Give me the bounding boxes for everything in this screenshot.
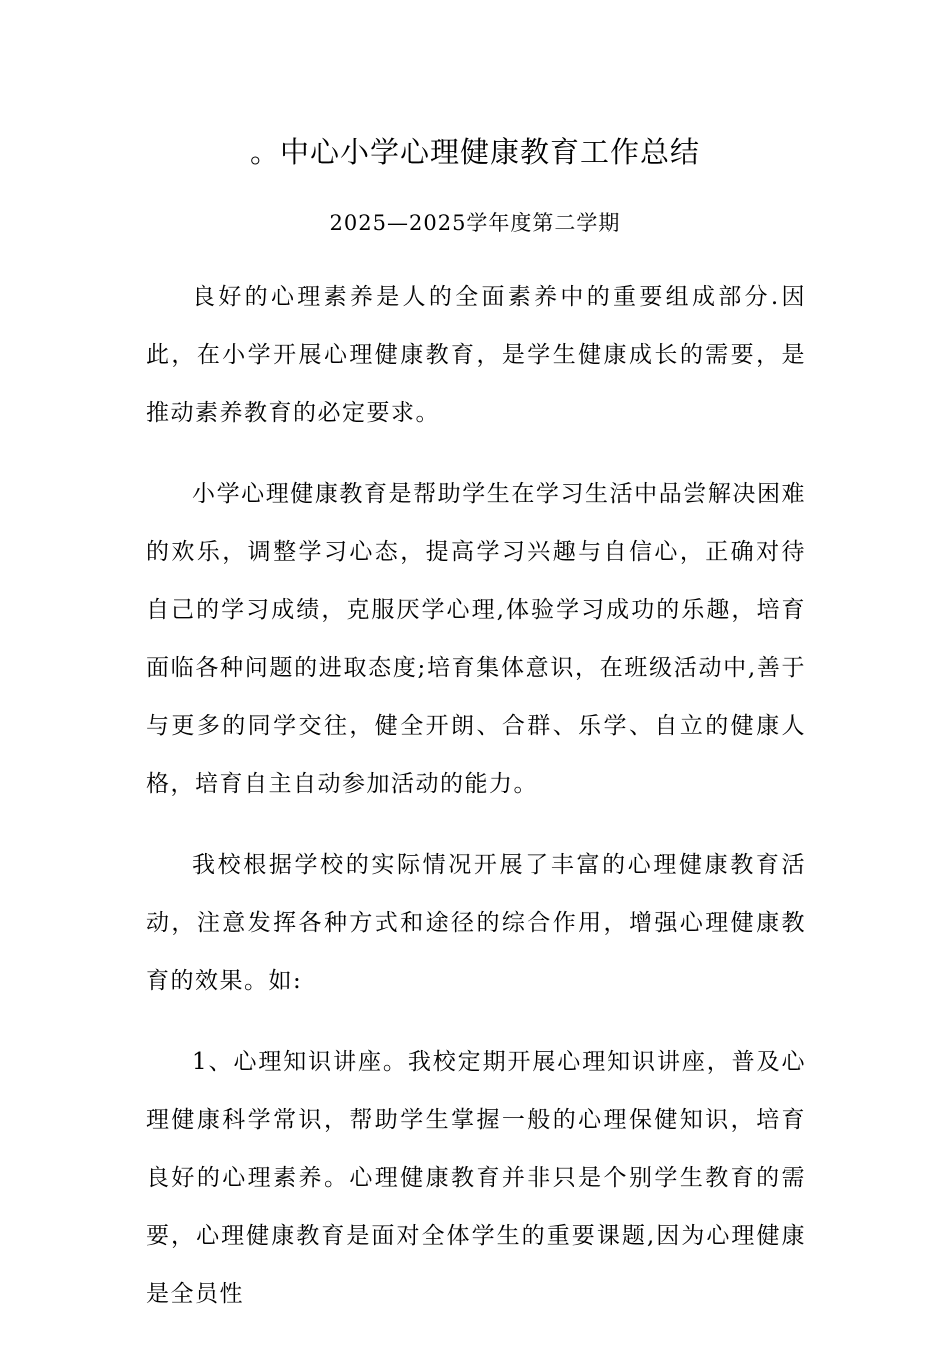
document-subtitle: 2025—2025学年度第二学期 [329, 211, 621, 235]
document-body [146, 268, 806, 1346]
paragraph-goals: 小学心理健康教育是帮助学生在学习生活中品尝解决困难的欢乐，调整学习心态，提高学习兴趣与自信心，正确对待自己的学习成绩，克服厌学心理,体验学习成功的乐趣，培育面临各种问题的进取态度;培育集体意识，在班级活动中,善于与更多的同学交往，健全开朗、合群、乐学、自立的健康人格，培育自主自动参加活动的能力。 [146, 481, 806, 797]
paragraph-activities: 我校根据学校的实际情况开展了丰富的心理健康教育活动，注意发挥各种方式和途径的综合作用，增强心理健康教育的效果。如: [146, 852, 806, 994]
paragraph-lectures: 1、心理知识讲座。我校定期开展心理知识讲座，普及心理健康科学常识，帮助学生掌握一般的心理保健知识，培育良好的心理素养。心理健康教育并非只是个别学生教育的需要，心理健康教育是面对全体学生的重要课题,因为心理健康是全员性 [146, 1049, 806, 1307]
document-title: 。中心小学心理健康教育工作总结 [249, 135, 700, 169]
paragraph-intro: 良好的心理素养是人的全面素养中的重要组成部分.因此，在小学开展心理健康教育，是学生健康成长的需要，是推动素养教育的必定要求。 [146, 284, 806, 426]
